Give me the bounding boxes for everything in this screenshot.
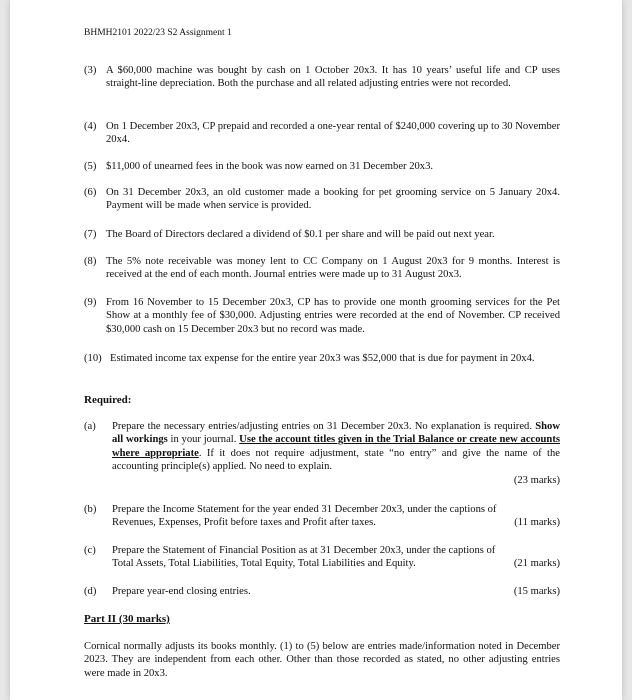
item-number: (9) [84, 297, 97, 308]
marks-label: (23 marks) [513, 474, 560, 486]
part-intro-text: Cornical normally adjusts its books monthly. (1) to (5) below are entries made/information noted in December 2023. They are independent from each other. Other than those recorded as stated, no other adjusting entries were made in 20x3. [84, 641, 560, 679]
document-page [10, 0, 622, 700]
item-number: (7) [84, 229, 97, 240]
required-label: (c) [84, 545, 96, 556]
list-item [84, 255, 560, 282]
item-number: (10) [84, 353, 102, 364]
item-number: (3) [84, 65, 97, 76]
marks-label: (21 marks) [513, 558, 560, 570]
required-label: (d) [84, 586, 97, 597]
required-text: Prepare year-end closing entries. [112, 586, 251, 597]
list-item [84, 352, 560, 365]
required-item-a [84, 420, 560, 487]
item-text: The Board of Directors declared a dividend of $0.1 per share and will be paid out next year. [106, 229, 495, 240]
part-heading: Part II (30 marks) [84, 613, 170, 625]
list-item [84, 186, 560, 213]
item-text: On 1 December 20x3, CP prepaid and recorded a one-year rental of $240,000 covering up to 30 November 20x4. [106, 121, 560, 146]
required-text: Revenues, Expenses, Profit before taxes and Profit after taxes. [112, 517, 376, 529]
page-header: BHMH2101 2022/23 S2 Assignment 1 [84, 28, 232, 38]
list-item [84, 160, 560, 173]
marks-label: (15 marks) [513, 586, 560, 597]
item-number: (5) [84, 161, 97, 172]
required-text: Prepare the Statement of Financial Position as at 31 December 20x3, under the captions of [112, 545, 496, 556]
required-item-b [84, 503, 560, 530]
item-text: $11,000 of unearned fees in the book was now earned on 31 December 20x3. [106, 161, 434, 172]
list-item [84, 228, 560, 241]
item-text: On 31 December 20x3, an old customer made a booking for pet grooming service on 5 January 20x4. Payment will be made when service is provided. [106, 187, 560, 212]
item-text: Estimated income tax expense for the entire year 20x3 was $52,000 that is due for payment in 20x4. [110, 353, 535, 364]
item-number: (4) [84, 121, 97, 132]
required-heading: Required: [84, 394, 132, 406]
item-text: A $60,000 machine was bought by cash on 1 October 20x3. It has 10 years’ useful life and CP uses straight-line depreciation. Both the purchase and all related adjusting entries were not recorded. [106, 65, 560, 90]
list-item [84, 64, 560, 91]
list-item [84, 296, 560, 336]
item-text: From 16 November to 15 December 20x3, CP has to provide one month grooming services for the Pet Show at a monthly fee of $30,000. Adjusting entries were recorded at the end of November. CP received $30,000 cash on 15 December 20x3 but no record was made. [106, 297, 560, 335]
list-item [84, 120, 560, 147]
required-label: (b) [84, 504, 97, 515]
required-text: Total Assets, Total Liabilities, Total Equity, Total Liabilities and Equity. [112, 558, 416, 570]
marks-label: (11 marks) [514, 517, 560, 529]
required-item-d [84, 585, 560, 598]
required-text: Prepare the necessary entries/adjusting entries on 31 December 20x3. No explanation is required. Show all workings in your journal. Use the account titles given in the Trial Balance or create new accounts where appropriate. If it does not require adjustment, state “no entry” and give the name of the accounting principle(s) applied. No need to explain. [112, 421, 560, 473]
item-number: (6) [84, 187, 97, 198]
item-number: (8) [84, 256, 97, 267]
required-text: Prepare the Income Statement for the year ended 31 December 20x3, under the captions of [112, 504, 497, 515]
item-text: The 5% note receivable was money lent to CC Company on 1 August 20x3 for 9 months. Interest is received at the end of each month. Journal entries were made up to 31 August 20x3. [106, 256, 560, 281]
required-label: (a) [84, 421, 96, 432]
required-item-c [84, 544, 560, 571]
